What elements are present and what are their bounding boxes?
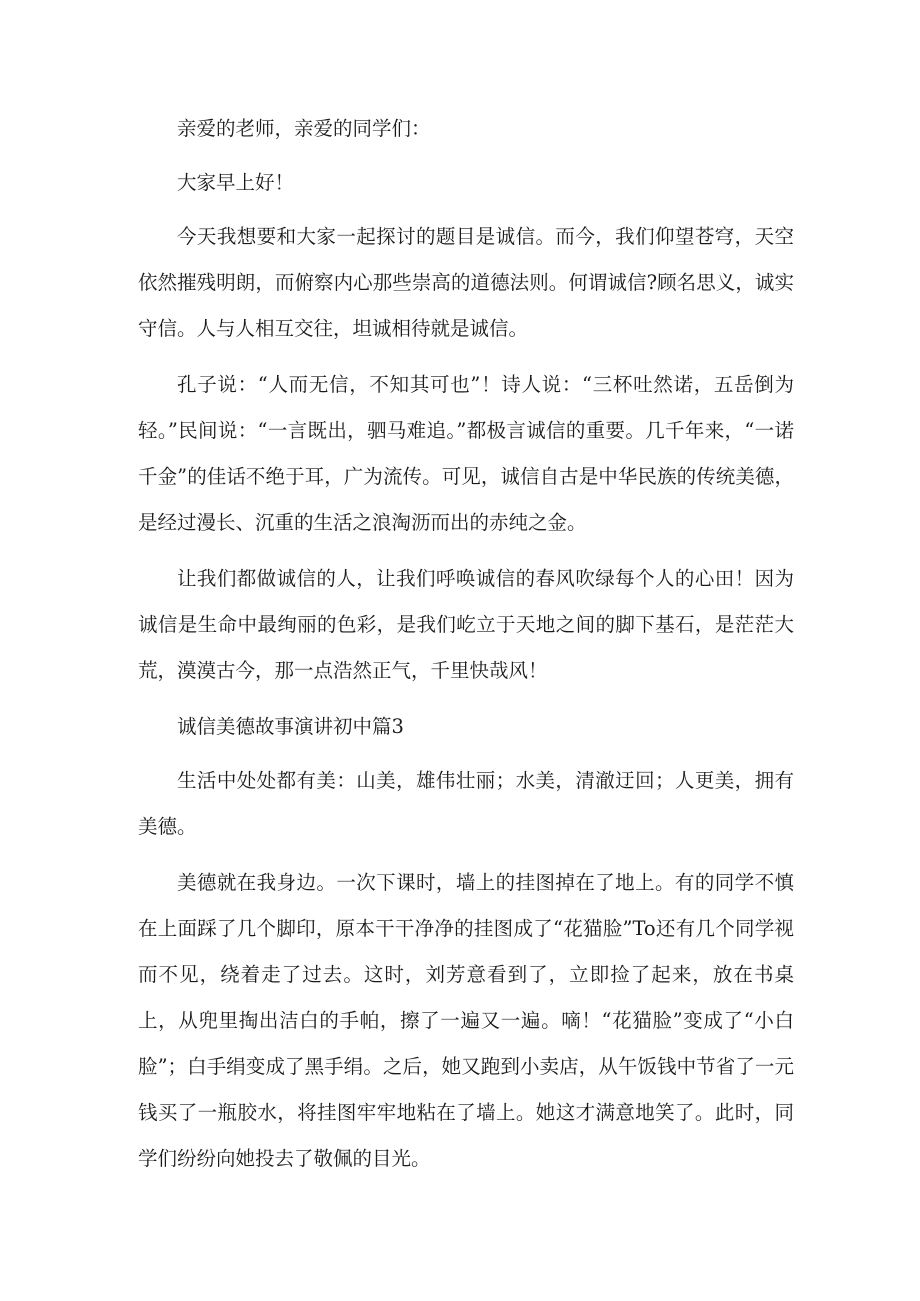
salutation: 亲爱的老师，亲爱的同学们： xyxy=(177,117,431,140)
paragraph-call: 让我们都做诚信的人，让我们呼唤诚信的春风吹绿每个人的心田！因为诚信是生命中最绚丽的色彩，是我们屹立于天地之间的脚下基石，是茫茫大荒，漠漠古今，那一点浩然正气，千里快哉风！ xyxy=(138,567,794,682)
document-body xyxy=(138,106,794,1192)
paragraph-quotes: 孔子说：“人而无信，不知其可也”！诗人说：“三杯吐然诺，五岳倒为轻。”民间说：“一言既出，驷马难追。”都极言诚信的重要。几千年来，“一诺千金”的佳话不绝于耳，广为流传。可见，诚信自古是中华民族的传统美德，是经过漫长、沉重的生活之浪淘沥而出的赤纯之金。 xyxy=(138,373,794,534)
paragraph-intro: 今天我想要和大家一起探讨的题目是诚信。而今，我们仰望苍穹，天空依然摧残明朗，而俯察内心那些崇高的道德法则。何谓诚信?顾名思义，诚实守信。人与人相互交往，坦诚相待就是诚信。 xyxy=(138,225,794,340)
paragraph-story: 美德就在我身边。一次下课时，墙上的挂图掉在了地上。有的同学不慎在上面踩了几个脚印，原本干干净净的挂图成了“花猫脸”To还有几个同学视而不见，绕着走了过去。这时，刘芳意看到了，立即捡了起来，放在书桌上，从兜里掏出洁白的手帕，擦了一遍又一遍。嘀！“花猫脸”变成了“小白脸”；白手绢变成了黑手绢。之后，她又跑到小卖店，从午饭钱中节省了一元钱买了一瓶胶水，将挂图牢牢地粘在了墙上。她这才满意地笑了。此时，同学们纷纷向她投去了敬佩的目光。 xyxy=(138,871,794,1170)
paragraph-beauty: 生活中处处都有美：山美，雄伟壮丽；水美，清澈迂回；人更美，拥有美德。 xyxy=(138,769,794,838)
section-title: 诚信美德故事演讲初中篇3 xyxy=(177,715,404,738)
greeting: 大家早上好！ xyxy=(177,171,295,194)
